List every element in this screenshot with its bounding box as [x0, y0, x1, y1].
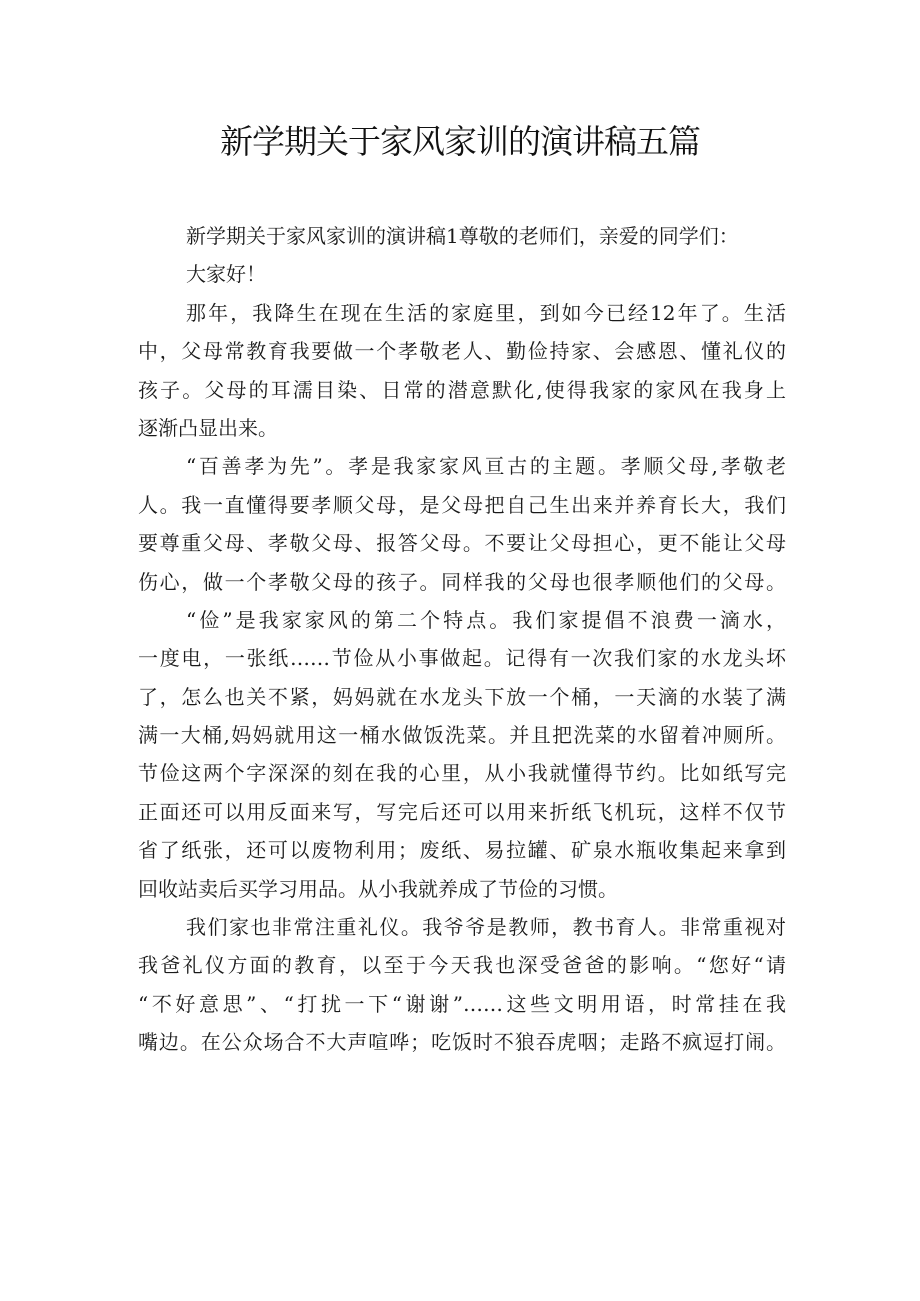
body-line: “不好意思”、“打扰一下“谢谢”……这些文明用语，时常挂在我 — [138, 991, 786, 1016]
body-line: 大家好！ — [186, 262, 266, 287]
body-line: 逐渐凸显出来。 — [138, 415, 278, 440]
body-line: 了，怎么也关不紧，妈妈就在水龙头下放一个桶，一天滴的水装了满 — [138, 684, 786, 709]
body-line: 满一大桶,妈妈就用这一桶水做饭洗菜。并且把洗菜的水留着冲厕所。 — [138, 723, 786, 748]
body-line: “百善孝为先”。孝是我家家风亘古的主题。孝顺父母,孝敬老 — [186, 454, 786, 479]
body-line: 孩子。父母的耳濡目染、日常的潜意默化,使得我家的家风在我身上 — [138, 377, 786, 402]
body-line: 那年，我降生在现在生活的家庭里，到如今已经12年了。生活 — [186, 300, 786, 325]
body-line: 我们家也非常注重礼仪。我爷爷是教师，教书育人。非常重视对 — [186, 915, 786, 940]
body-line: 中，父母常教育我要做一个孝敬老人、勤俭持家、会感恩、懂礼仪的 — [138, 339, 786, 364]
body-line: 正面还可以用反面来写，写完后还可以用来折纸飞机玩，这样不仅节 — [138, 799, 786, 824]
document-body — [138, 217, 786, 1062]
body-line: 回收站卖后买学习用品。从小我就养成了节俭的习惯。 — [138, 876, 618, 901]
document-title: 新学期关于家风家训的演讲稿五篇 — [220, 122, 700, 161]
body-line: 要尊重父母、孝敬父母、报答父母。不要让父母担心，更不能让父母 — [138, 531, 786, 556]
body-line: 人。我一直懂得要孝顺父母，是父母把自己生出来并养育长大，我们 — [138, 492, 786, 517]
body-line: 伤心，做一个孝敬父母的孩子。同样我的父母也很孝顺他们的父母。 — [138, 569, 786, 594]
body-line: 嘴边。在公众场合不大声喧哗；吃饭时不狼吞虎咽；走路不疯逗打闹。 — [138, 1030, 786, 1055]
body-line: “俭”是我家家风的第二个特点。我们家提倡不浪费一滴水， — [186, 607, 786, 632]
body-line: 我爸礼仪方面的教育，以至于今天我也深受爸爸的影响。“您好“请 — [138, 953, 786, 978]
body-line: 节俭这两个字深深的刻在我的心里，从小我就懂得节约。比如纸写完 — [138, 761, 786, 786]
body-line: 省了纸张，还可以废物利用；废纸、易拉罐、矿泉水瓶收集起来拿到 — [138, 838, 786, 863]
body-line: 新学期关于家风家训的演讲稿1尊敬的老师们，亲爱的同学们： — [186, 224, 739, 248]
body-line: 一度电，一张纸……节俭从小事做起。记得有一次我们家的水龙头坏 — [138, 646, 786, 671]
